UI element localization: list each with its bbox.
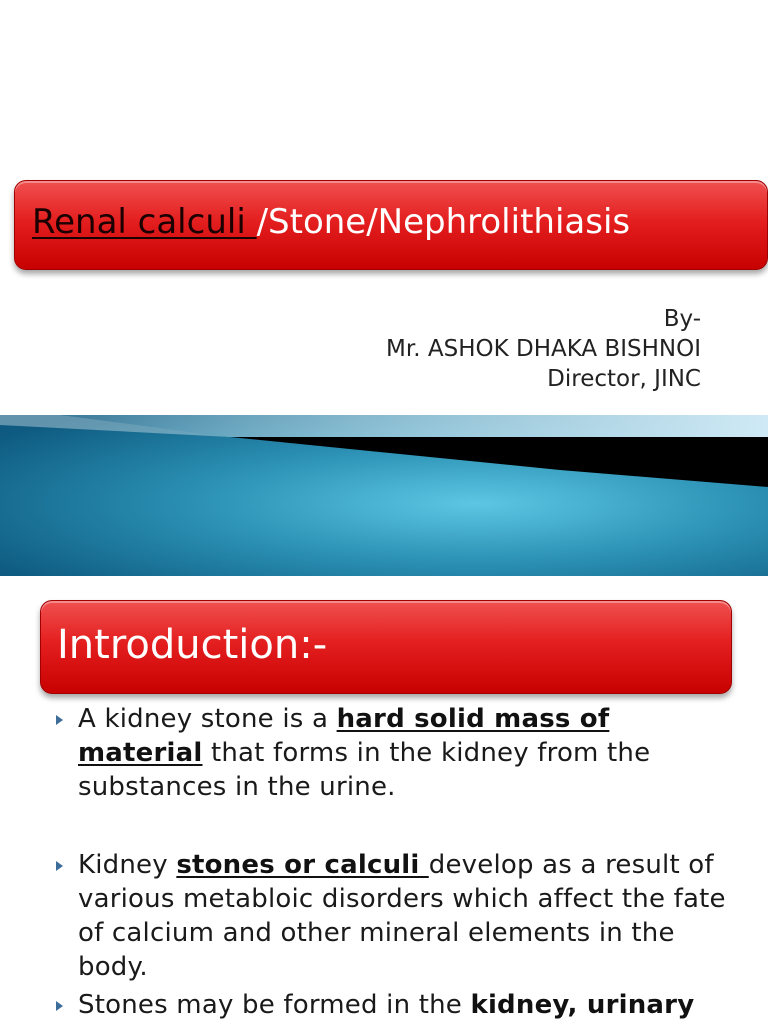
bullet-text: Kidney [78, 850, 177, 880]
title-underlined-part: Renal calculi [32, 202, 257, 242]
bullet-arrow-icon [56, 715, 63, 725]
slide-title [32, 202, 630, 242]
bullet-text: that forms in the kidney from the substances in the urine. [78, 738, 651, 802]
bullet-emphasis: kidney, urinary [470, 990, 695, 1020]
bullet-list [56, 702, 736, 1022]
author-name: Mr. ASHOK DHAKA BISHNOI [386, 336, 701, 362]
title-rest: /Stone/Nephrolithiasis [256, 202, 631, 242]
bullet-emphasis: stones or calculi [176, 850, 429, 880]
bullet-emphasis: hard solid mass of material [78, 704, 610, 768]
bullet-text: Stones may be formed in the [78, 990, 471, 1020]
decorative-wave-band [0, 415, 768, 576]
slide-title: Introduction:- [57, 622, 328, 668]
bullet-text: A kidney stone is a [78, 704, 337, 734]
list-item [56, 988, 736, 1022]
bullet-arrow-icon [56, 1001, 63, 1011]
slide-2 [0, 576, 768, 1024]
bullet-text: develop as a result of various metabloic disorders which affect the fate of calcium and other mineral elements in the body. [78, 850, 726, 982]
list-item [56, 702, 736, 804]
author-by: By- [663, 306, 701, 332]
list-item [56, 848, 736, 984]
bullet-arrow-icon [56, 861, 63, 871]
author-role: Director, JINC [547, 366, 701, 392]
